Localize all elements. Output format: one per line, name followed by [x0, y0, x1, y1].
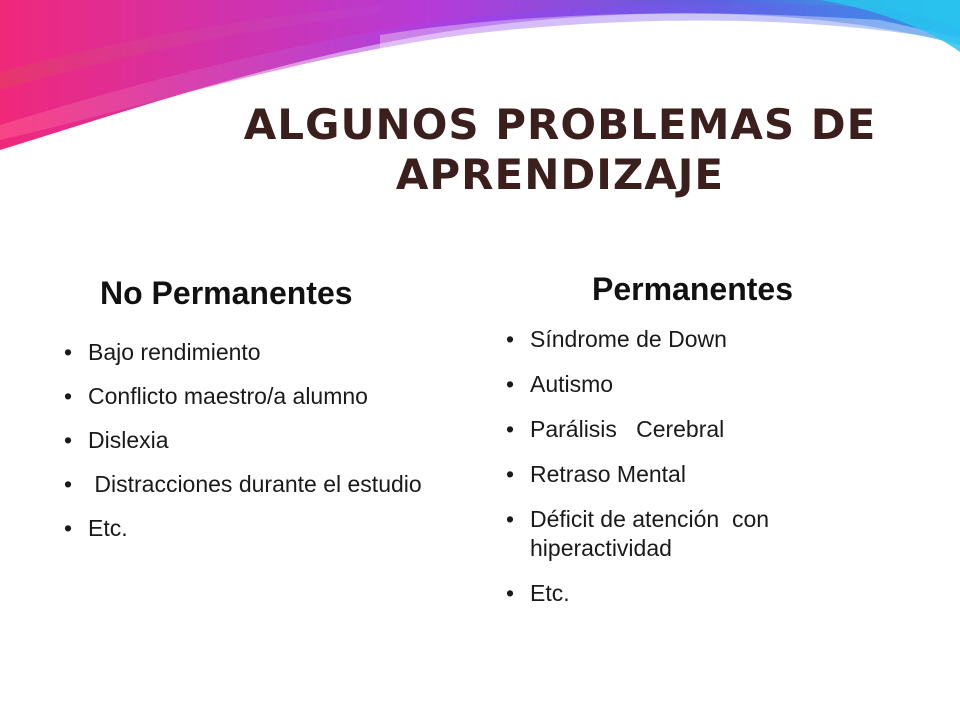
list-item: • Autismo — [502, 370, 902, 399]
list-item: • Retraso Mental — [502, 460, 902, 489]
list-item: • Distracciones durante el estudio — [60, 470, 460, 499]
list-item: • Etc. — [502, 579, 902, 608]
list-item: • Etc. — [60, 514, 460, 543]
list-item: • Dislexia — [60, 426, 460, 455]
slide-title: ALGUNOS PROBLEMAS DE APRENDIZAJE — [243, 100, 877, 199]
list-item: • Déficit de atención con hiperactividad — [502, 505, 902, 563]
list-item: • Síndrome de Down — [502, 325, 902, 354]
list-item: • Parálisis Cerebral — [502, 415, 902, 444]
heading-permanentes: Permanentes — [592, 271, 793, 307]
list-item: • Bajo rendimiento — [60, 338, 460, 367]
list-item: • Conflicto maestro/a alumno — [60, 382, 460, 411]
list-no-permanentes — [60, 338, 460, 558]
heading-no-permanentes: No Permanentes — [100, 275, 353, 311]
list-permanentes — [502, 325, 902, 624]
